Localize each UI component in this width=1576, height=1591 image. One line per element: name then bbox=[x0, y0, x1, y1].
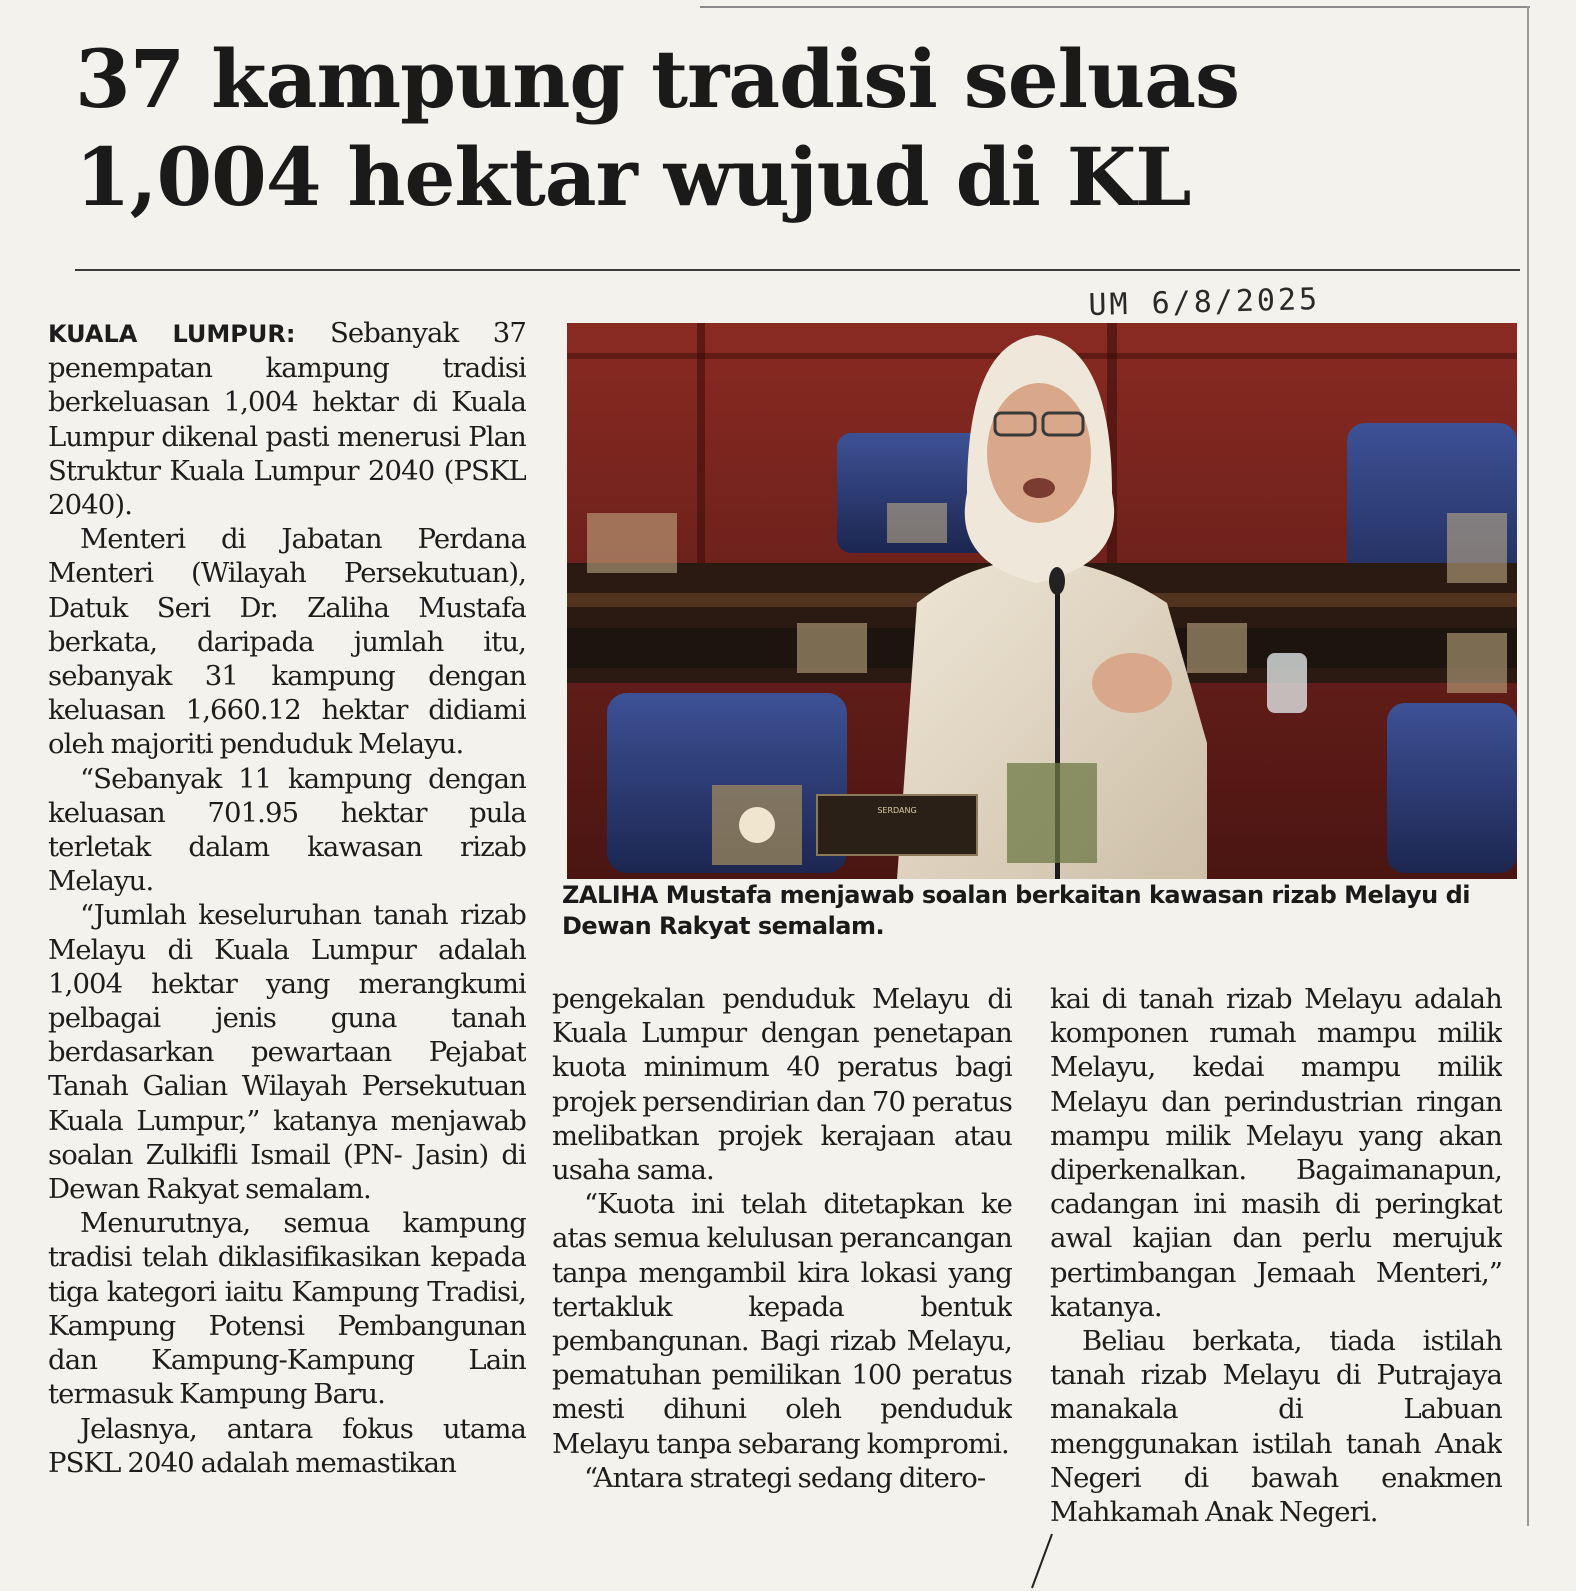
paragraph-7: “Kuota ini telah ditetapkan ke atas semua kelulusan perancangan tanpa mengambil kira lokasi yang tertakluk kepada bentuk pembangunan. Bagi rizab Melayu, pematuhan pemilikan 100 peratus mesti dihuni oleh penduduk Melayu tanpa sebarang kompromi. bbox=[552, 1188, 1012, 1460]
article-column-3 bbox=[1050, 982, 1502, 1537]
paragraph-8-start: “Antara strategi sedang ditero- bbox=[584, 1461, 986, 1494]
paragraph-2: Menteri di Jabatan Perdana Menteri (Wilayah Persekutuan), Datuk Seri Dr. Zaliha Mustafa berkata, daripada jumlah itu, sebanyak 31 kampung dengan keluasan 1,660.12 hektar didiami oleh majoriti penduduk Melayu. bbox=[48, 523, 526, 761]
headline-line-2: 1,004 hektar wujud di KL bbox=[75, 130, 1191, 224]
top-border-rule bbox=[700, 6, 1530, 8]
article-column-2 bbox=[552, 982, 1012, 1537]
article-photo bbox=[567, 323, 1517, 879]
right-border-rule bbox=[1527, 6, 1529, 1526]
paragraph-9: Beliau berkata, tiada istilah tanah rizab Melayu di Putrajaya manakala di Labuan menggunakan istilah tanah Anak Negeri di bawah enakmen Mahkamah Anak Negeri. bbox=[1050, 1325, 1502, 1529]
paragraph-6-continued: pengekalan penduduk Melayu di Kuala Lumpur dengan penetapan kuota minimum 40 peratus bagi projek persendirian dan 70 peratus melibatkan projek kerajaan atau usaha sama. bbox=[552, 983, 1012, 1187]
headline-divider bbox=[75, 269, 1520, 271]
photo-caption bbox=[562, 880, 1512, 942]
headline-line-1: 37 kampung tradisi seluas bbox=[75, 32, 1240, 126]
caption-name: ZALIHA Mustafa bbox=[562, 881, 772, 909]
photo-illustration bbox=[567, 323, 1517, 879]
paragraph-8-continued: kai di tanah rizab Melayu adalah komponen rumah mampu milik Melayu, kedai mampu milik Melayu dan perindustrian ringan mampu milik Melayu yang akan diperkenalkan. Bagaimanapun, cadangan ini masih di peringkat awal kajian dan perlu merujuk pertimbangan Jemaah Menteri,” katanya. bbox=[1050, 983, 1502, 1323]
dateline: KUALA LUMPUR: bbox=[48, 320, 296, 348]
article-column-1 bbox=[48, 316, 526, 1531]
paragraph-6-start: Jelasnya, antara fokus utama PSKL 2040 adalah memastikan bbox=[48, 1412, 526, 1479]
paragraph-1-text: Sebanyak 37 penempatan kampung tradisi berkeluasan 1,004 hektar di Kuala Lumpur dikenal pasti menerusi Plan Struktur Kuala Lumpur 2040 (PSKL 2040). bbox=[48, 317, 526, 522]
headline bbox=[75, 30, 1495, 226]
paragraph-1 bbox=[48, 316, 526, 522]
paragraph-4: “Jumlah keseluruhan tanah rizab Melayu di Kuala Lumpur adalah 1,004 hektar yang merangkumi pelbagai jenis guna tanah berdasarkan pewartaan Pejabat Tanah Galian Wilayah Persekutuan Kuala Lumpur,” katanya menjawab soalan Zulkifli Ismail (PN- Jasin) di Dewan Rakyat semalam. bbox=[48, 899, 526, 1206]
paragraph-3: “Sebanyak 11 kampung dengan keluasan 701.95 hektar pula terletak dalam kawasan rizab Melayu. bbox=[48, 762, 526, 898]
caption-text: menjawab soalan berkaitan kawasan rizab Melayu di Dewan Rakyat semalam. bbox=[562, 881, 1470, 940]
pen-mark bbox=[1020, 1530, 1060, 1590]
photo-nameplate-text: SERDANG bbox=[877, 806, 917, 815]
paragraph-5: Menurutnya, semua kampung tradisi telah diklasifikasikan kepada tiga kategori iaitu Kampung Tradisi, Kampung Potensi Pembangunan dan Kampung-Kampung Lain termasuk Kampung Baru. bbox=[48, 1207, 526, 1411]
handwritten-date: UM 6/8/2025 bbox=[1088, 281, 1321, 323]
